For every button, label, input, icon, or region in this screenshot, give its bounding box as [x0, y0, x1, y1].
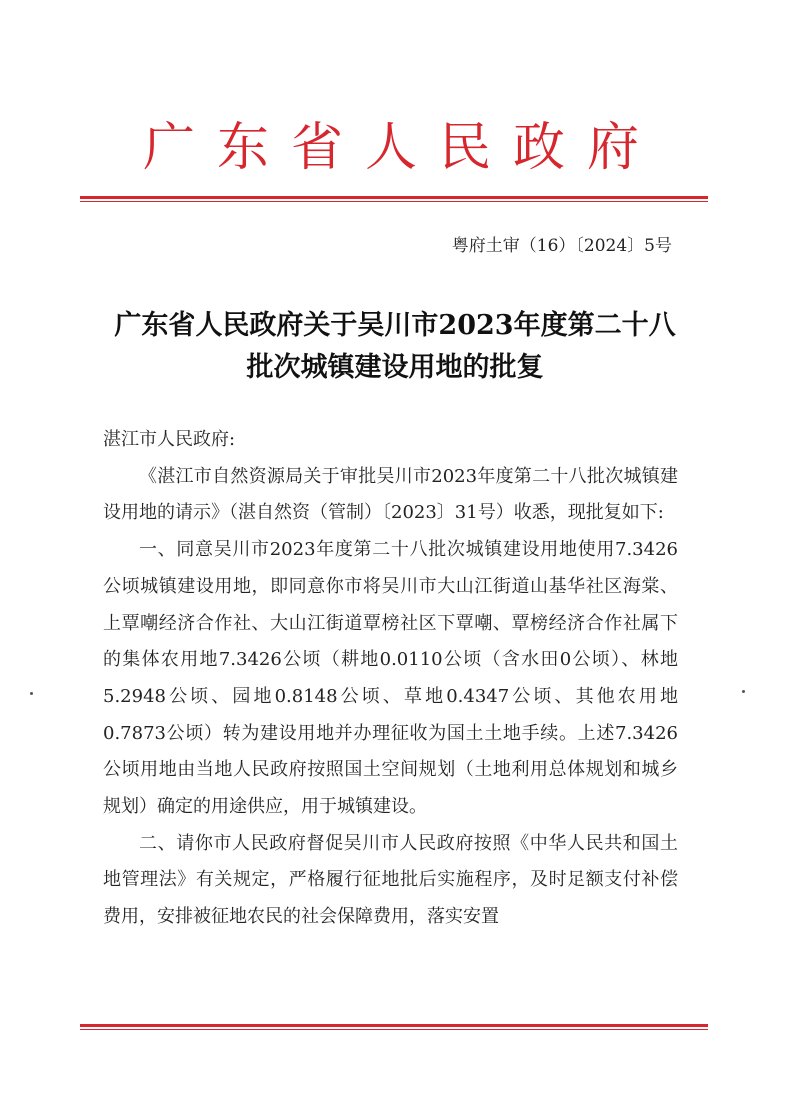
document-body — [103, 422, 678, 936]
footer-red-rule — [80, 1024, 708, 1030]
scan-speck — [30, 692, 33, 695]
document-title-line-1: 广东省人民政府关于吴川市2023年度第二十八 — [114, 310, 676, 341]
document-title-line-2: 批次城镇建设用地的批复 — [246, 352, 544, 383]
salutation: 湛江市人民政府: — [103, 429, 236, 450]
header-red-rule — [80, 196, 708, 202]
document-title — [100, 305, 690, 389]
body-paragraph-3: 二、请你市人民政府督促吴川市人民政府按照《中华人民共和国土地管理法》有关规定，严格履行征地批后实施程序，及时足额支付补偿费用，安排被征地农民的社会保障费用，落实安置 — [103, 832, 678, 928]
body-paragraph-2: 一、同意吴川市2023年度第二十八批次城镇建设用地使用7.3426公顷城镇建设用地，即同意你市将吴川市大山江街道山基华社区海棠、上覃嘲经济合作社、大山江街道覃榜社区下覃嘲、覃榜经济合作社属下的集体农用地7.3426公顷（耕地0.0110公顷（含水田0公顷）、林地5.2948公顷、园地0.8148公顷、草地0.4347公顷、其他农用地0.7873公顷）转为建设用地并办理征收为国土土地手续。上述7.3426公顷用地由当地人民政府按照国土空间规划（土地利用总体规划和城乡规划）确定的用途供应，用于城镇建设。 — [103, 539, 678, 818]
body-paragraph-1: 《湛江市自然资源局关于审批吴川市2023年度第二十八批次城镇建设用地的请示》（湛自然资（管制）〔2023〕31号）收悉，现批复如下: — [103, 465, 678, 524]
scan-speck — [742, 690, 745, 693]
document-number: 粤府土审（16）〔2024〕5号 — [451, 236, 672, 256]
issuer-header-title: 广东省人民政府 — [142, 118, 661, 178]
